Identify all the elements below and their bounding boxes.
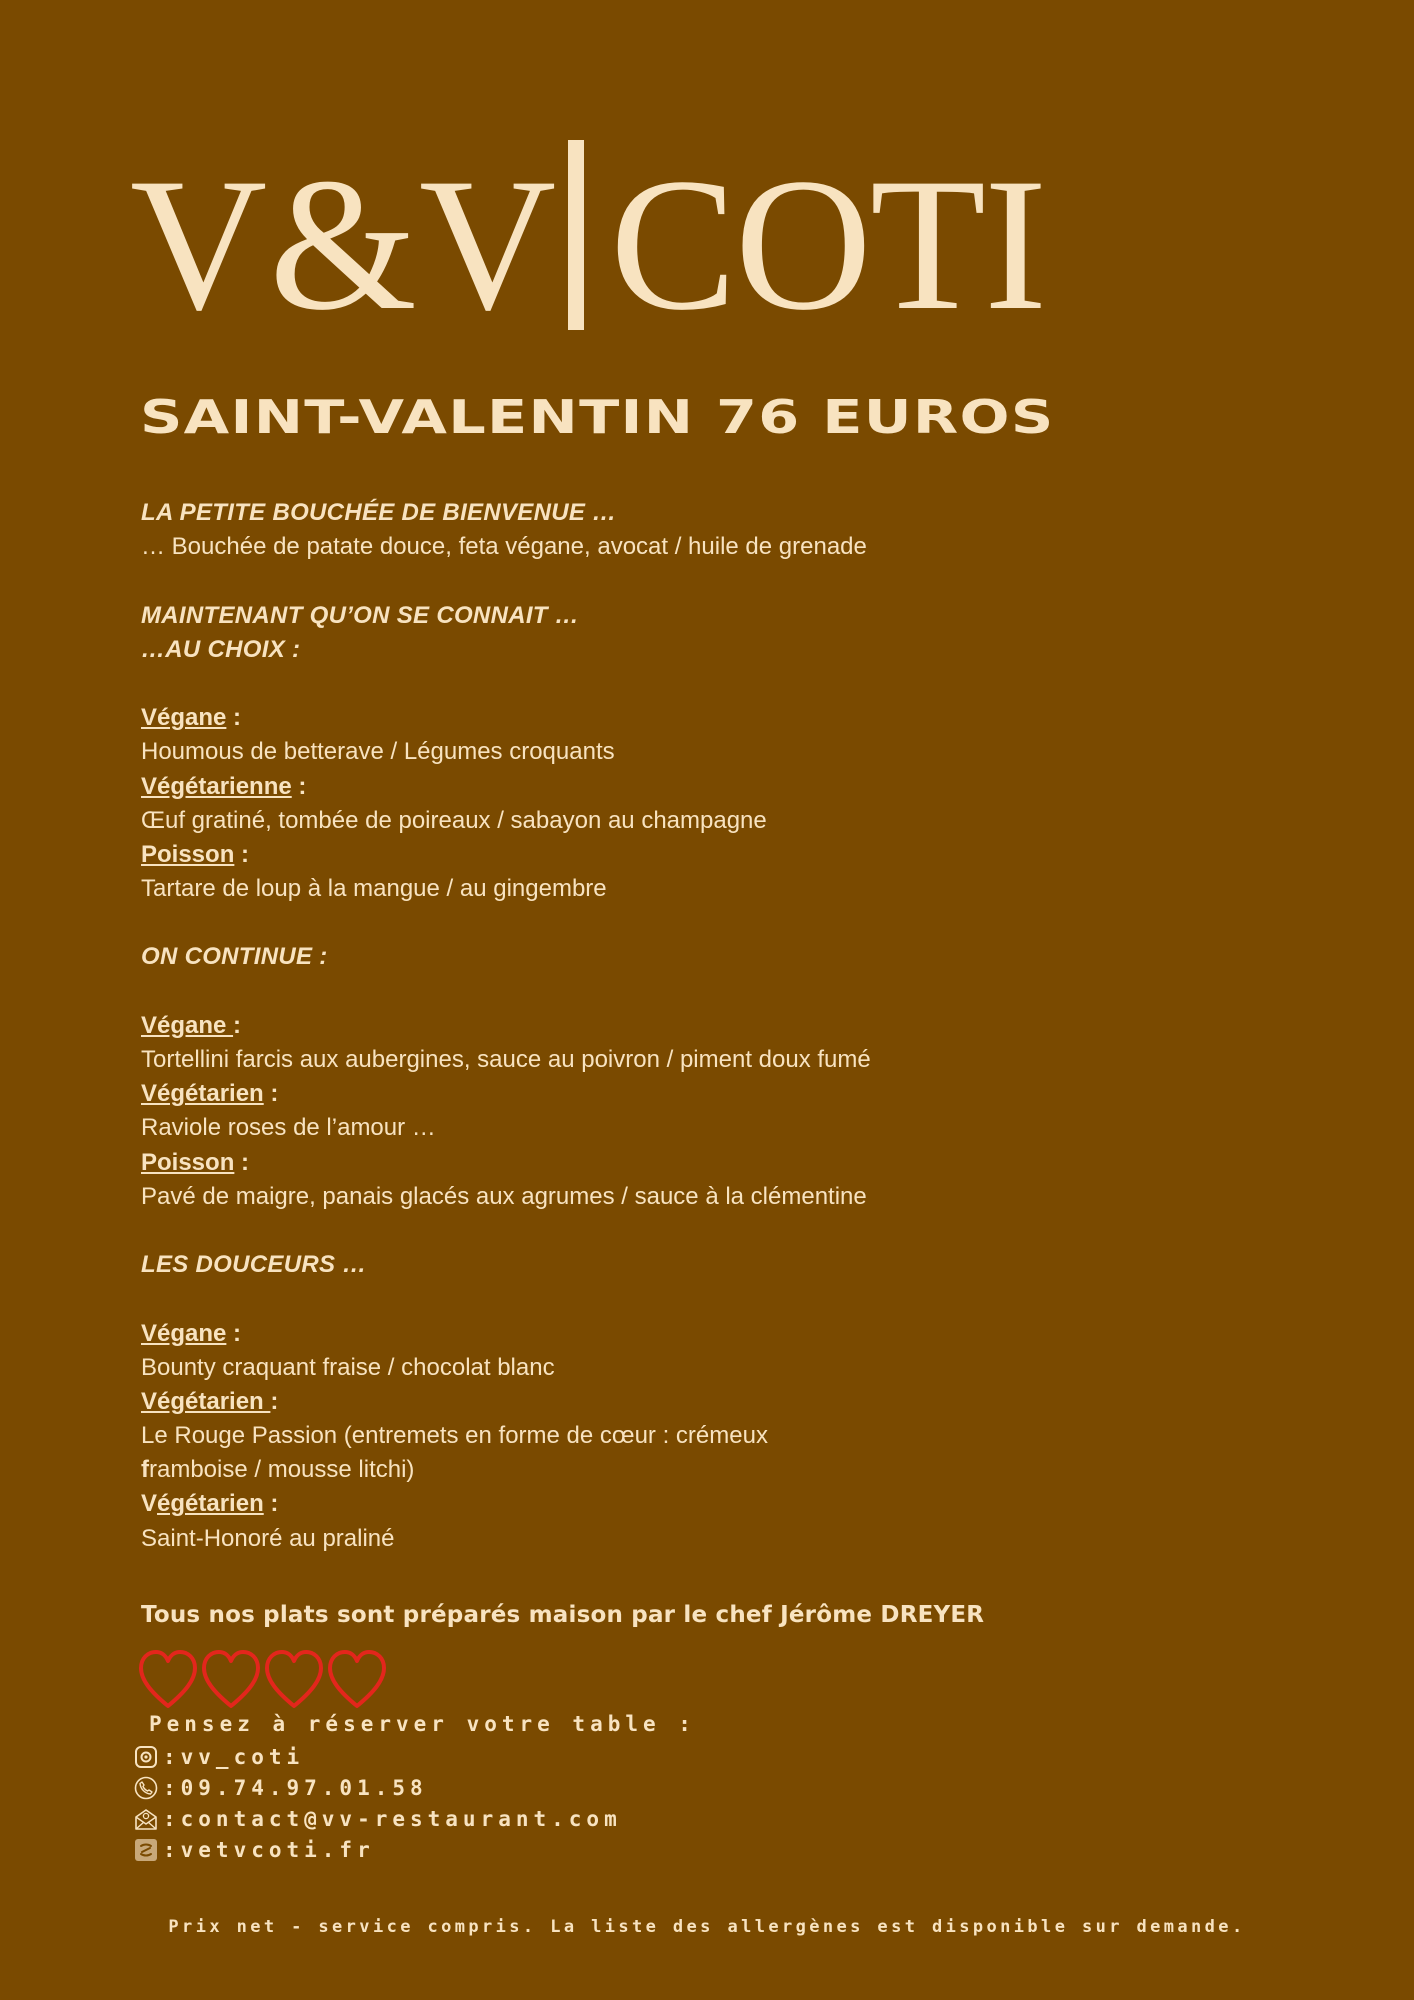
contact-website[interactable]: :vetvcoti.fr bbox=[133, 1835, 375, 1865]
logo-left-text: V&V bbox=[130, 140, 559, 350]
heart-icon bbox=[141, 1652, 195, 1706]
chef-note: Tous nos plats sont préparés maison par le chef Jérôme DREYER bbox=[141, 1602, 985, 1628]
legal-notice: Prix net - service compris. La liste des allergènes est disponible sur demande. bbox=[168, 1917, 1246, 1937]
logo-right-text: COTI bbox=[610, 140, 1046, 350]
heart-icon bbox=[330, 1652, 384, 1706]
section-subheading-choice: …AU CHOIX : bbox=[141, 635, 301, 663]
dish-description: Pavé de maigre, panais glacés aux agrumes / sauce à la clémentine bbox=[141, 1182, 867, 1210]
dish-description: Houmous de betterave / Légumes croquants bbox=[141, 738, 615, 766]
contact-email[interactable]: :contact@vv-restaurant.com bbox=[133, 1804, 622, 1834]
dish-description: Raviole roses de l’amour … bbox=[141, 1114, 436, 1142]
category-label: Végane : bbox=[141, 1011, 242, 1039]
phone-icon bbox=[133, 1775, 159, 1801]
website-icon bbox=[133, 1837, 159, 1863]
contact-instagram[interactable]: :vv_coti bbox=[133, 1742, 304, 1772]
dish-description: Tortellini farcis aux aubergines, sauce au poivron / piment doux fumé bbox=[141, 1046, 871, 1073]
welcome-dish: … Bouchée de patate douce, feta végane, avocat / huile de grenade bbox=[141, 533, 867, 561]
category-label: Végane : bbox=[141, 1319, 242, 1347]
instagram-icon bbox=[133, 1744, 159, 1770]
hearts-decoration bbox=[137, 1648, 397, 1710]
dish-description: Saint-Honoré au praliné bbox=[141, 1524, 395, 1552]
dish-description: Tartare de loup à la mangue / au gingembre bbox=[141, 875, 607, 903]
category-label: Poisson : bbox=[141, 840, 250, 868]
section-heading-mains: ON CONTINUE : bbox=[141, 943, 328, 971]
dish-description: Le Rouge Passion (entremets en forme de cœur : crémeux bbox=[141, 1422, 768, 1450]
category-label: Végétarien : bbox=[141, 1080, 279, 1108]
logo-divider bbox=[568, 140, 584, 330]
restaurant-logo bbox=[130, 140, 1046, 350]
section-heading-desserts: LES DOUCEURS … bbox=[141, 1251, 367, 1279]
category-label: Poisson : bbox=[141, 1148, 250, 1176]
reservation-note: Pensez à réserver votre table : bbox=[149, 1712, 696, 1736]
mail-icon bbox=[133, 1806, 159, 1832]
heart-icon bbox=[204, 1652, 258, 1706]
dish-description: Œuf gratiné, tombée de poireaux / sabayon au champagne bbox=[141, 806, 767, 834]
section-heading-starters: MAINTENANT QU’ON SE CONNAIT … bbox=[141, 601, 580, 629]
dish-description-continued: framboise / mousse litchi) bbox=[141, 1456, 415, 1484]
footer-block bbox=[141, 1602, 1291, 1862]
menu-body bbox=[141, 496, 1241, 1556]
section-heading-welcome: LA PETITE BOUCHÉE DE BIENVENUE … bbox=[141, 499, 617, 526]
category-label: Végétarien : bbox=[141, 1490, 279, 1518]
category-label: Végétarienne : bbox=[141, 772, 307, 800]
heart-icon bbox=[267, 1652, 321, 1706]
menu-title: SAINT-VALENTIN 76 EUROS bbox=[140, 390, 1055, 444]
category-label: Végane : bbox=[141, 704, 242, 732]
dish-description: Bounty craquant fraise / chocolat blanc bbox=[141, 1353, 555, 1381]
category-label: Végétarien : bbox=[141, 1387, 279, 1415]
contact-phone[interactable]: :09.74.97.01.58 bbox=[133, 1773, 428, 1803]
